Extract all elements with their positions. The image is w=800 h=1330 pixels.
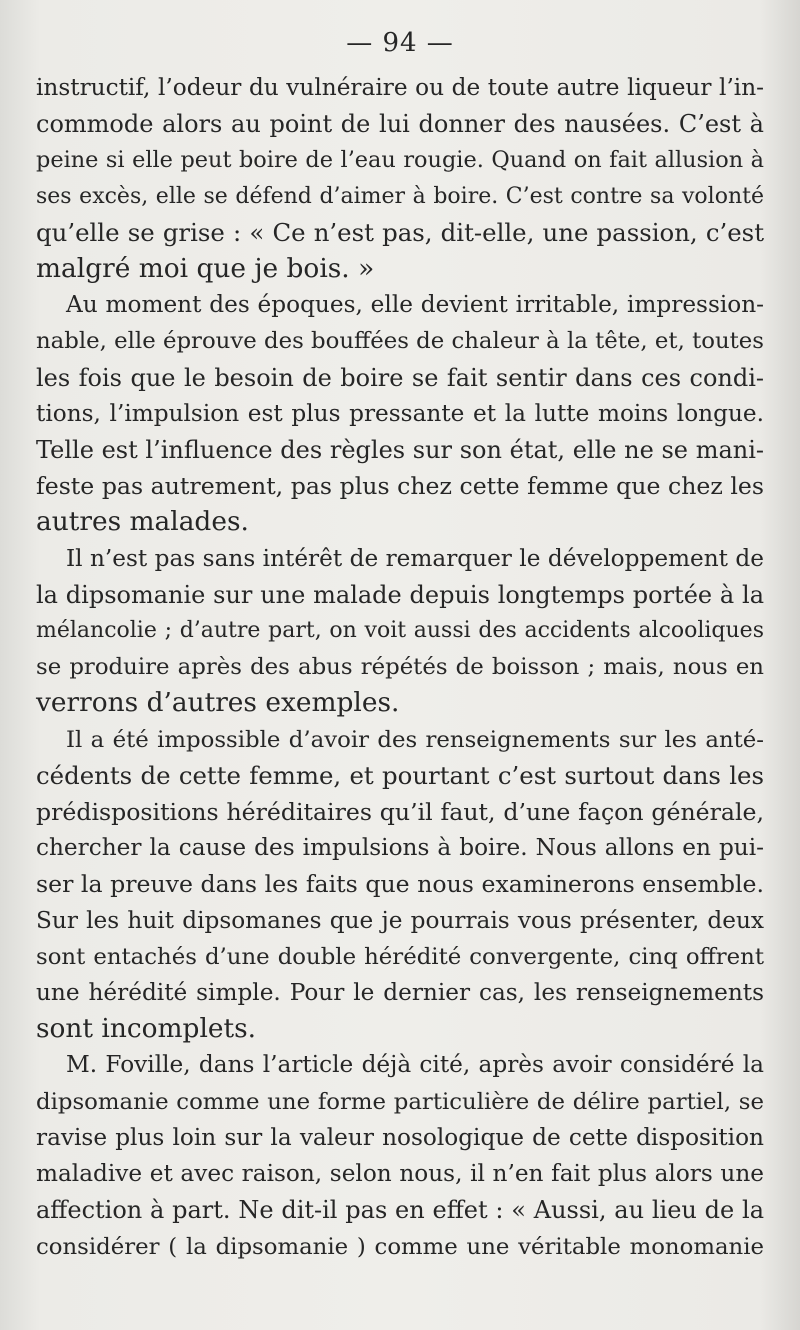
text-line: dipsomanie comme une forme particulière de délire partiel, se <box>36 1088 764 1115</box>
text-line: sont incomplets. <box>36 1013 257 1045</box>
text-line: cédents de cette femme, et pourtant c’est surtout dans les <box>36 760 764 790</box>
text-line: feste pas autrement, pas plus chez cette femme que chez les <box>36 472 764 501</box>
text-line: Il n’est pas sans intérêt de remarquer le développement de <box>66 544 764 572</box>
paragraph <box>36 722 764 1048</box>
text-line: peine si elle peut boire de l’eau rougie. Quand on fait allusion à <box>36 147 764 174</box>
text-line: malgré moi que je bois. » <box>36 253 375 285</box>
text-line: instructif, l’odeur du vulnéraire ou de toute autre liqueur l’in- <box>36 74 764 101</box>
text-line: prédispositions héréditaires qu’il faut, d’une façon générale, <box>36 798 764 827</box>
text-line: nable, elle éprouve des bouffées de chaleur à la tête, et, toutes <box>36 328 764 355</box>
text-line: affection à part. Ne dit-il pas en effet : « Aussi, au lieu de la <box>36 1196 764 1225</box>
body-text <box>36 70 764 1265</box>
text-line: tions, l’impulsion est plus pressante et la lutte moins longue. <box>36 399 764 427</box>
text-line: ser la preuve dans les faits que nous examinerons ensemble. <box>36 870 764 899</box>
text-line: verrons d’autres exemples. <box>36 687 400 719</box>
text-line: la dipsomanie sur une malade depuis longtemps portée à la <box>36 580 764 609</box>
text-line: Telle est l’influence des règles sur son état, elle ne se mani- <box>36 436 764 465</box>
paragraph <box>36 287 764 540</box>
text-line: Au moment des époques, elle devient irritable, impression- <box>66 291 764 319</box>
text-line: Sur les huit dipsomanes que je pourrais vous présenter, deux <box>36 906 764 934</box>
text-line: ravise plus loin sur la valeur nosologique de cette disposition <box>36 1123 764 1151</box>
text-line: une hérédité simple. Pour le dernier cas, les renseignements <box>36 979 764 1007</box>
text-line: se produire après des abus répétés de boisson ; mais, nous en <box>36 654 764 681</box>
text-line: mélancolie ; d’autre part, on voit aussi des accidents alcooliques <box>36 618 764 644</box>
text-line: les fois que le besoin de boire se fait sentir dans ces condi- <box>36 363 764 392</box>
paragraph <box>36 541 764 722</box>
text-line: considérer ( la dipsomanie ) comme une véritable monomanie <box>36 1233 764 1260</box>
text-line: autres malades. <box>36 506 249 538</box>
text-line: chercher la cause des impulsions à boire. Nous allons en pui- <box>36 834 764 862</box>
page-number: — 94 — <box>346 28 454 58</box>
text-line: sont entachés d’une double hérédité convergente, cinq offrent <box>36 943 764 970</box>
paragraph <box>36 70 764 287</box>
text-line: qu’elle se grise : « Ce n’est pas, dit-elle, une passion, c’est <box>36 217 764 247</box>
text-line: commode alors au point de lui donner des nausées. C’est à <box>36 110 764 139</box>
text-line: Il a été impossible d’avoir des renseignements sur les anté- <box>66 726 764 753</box>
paragraph <box>36 1047 764 1264</box>
text-line: ses excès, elle se défend d’aimer à boire. C’est contre sa volonté <box>36 183 764 209</box>
text-line: M. Foville, dans l’article déjà cité, après avoir considéré la <box>66 1051 764 1079</box>
text-line: maladive et avec raison, selon nous, il n’en fait plus alors une <box>36 1160 764 1188</box>
